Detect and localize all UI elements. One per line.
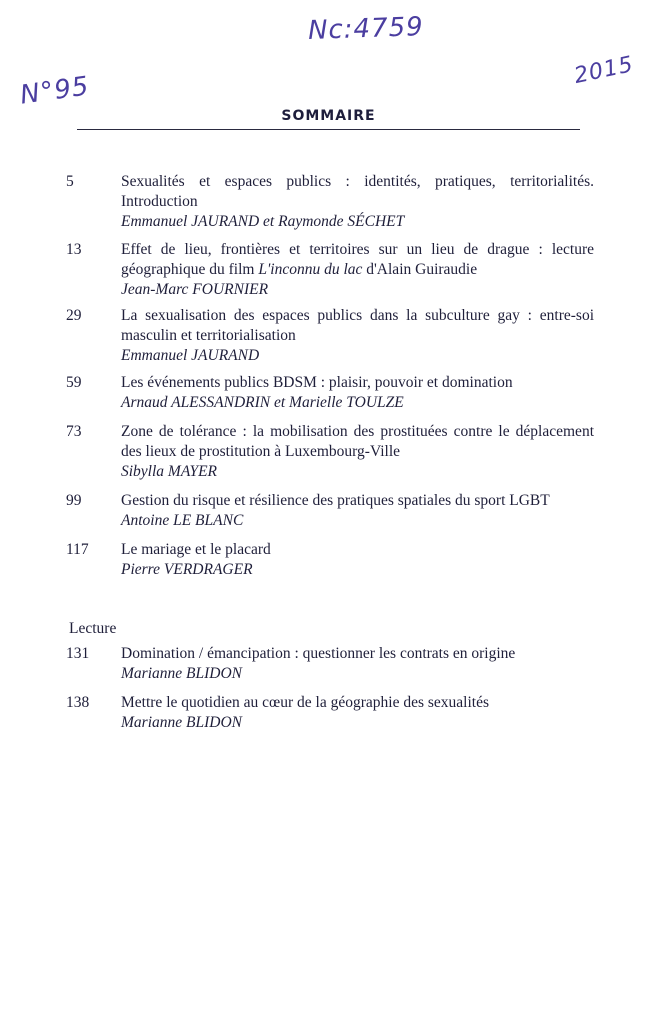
toc-entry-title-text: Gestion du risque et résilience des pratiques spatiales du sport LGBT — [121, 492, 550, 509]
toc-entry-title — [121, 491, 594, 511]
toc-page-number: 73 — [66, 423, 82, 440]
toc-entry-title-text: Le mariage et le placard — [121, 541, 271, 558]
toc-entry-author: Sibylla MAYER — [121, 463, 218, 480]
toc-entry-title-text: Sexualités et espaces publics : identités, pratiques, territorialités. Introduction — [121, 173, 594, 210]
toc-page-number: 59 — [66, 374, 82, 391]
toc-entry-title: Domination / émancipation : questionner les contrats en origine — [121, 645, 516, 662]
toc-page-number: 99 — [66, 492, 82, 509]
toc-entry-title-suffix: d'Alain Guiraudie — [362, 261, 478, 278]
toc-entry-author: Jean-Marc FOURNIER — [121, 281, 269, 298]
toc-entry-title: Mettre le quotidien au cœur de la géographie des sexualités — [121, 694, 489, 711]
handwritten-issue-number: N°95 — [18, 71, 92, 111]
toc-entry-author: Marianne BLIDON — [121, 665, 242, 682]
toc-entry-title — [121, 240, 594, 280]
toc-entry-body — [121, 422, 594, 482]
toc-entry-body — [121, 693, 594, 733]
toc-entry-title-text: Les événements publics BDSM : plaisir, pouvoir et domination — [121, 374, 513, 391]
handwritten-reference-number: Nc:4759 — [307, 11, 425, 47]
toc-entry-title-text: La sexualisation des espaces publics dans la subculture gay : entre-soi masculin et territorialisation — [121, 307, 594, 344]
toc-entry-author: Antoine LE BLANC — [121, 512, 244, 529]
toc-entry-author: Emmanuel JAURAND et Raymonde SÉCHET — [121, 213, 405, 230]
handwritten-year: 2015 — [572, 52, 636, 89]
toc-entry-author: Pierre VERDRAGER — [121, 561, 253, 578]
toc-entry-title — [121, 373, 594, 393]
toc-page-number: 13 — [66, 241, 82, 258]
page-title: SOMMAIRE — [281, 108, 376, 124]
toc-entry-body — [121, 240, 594, 300]
toc-entry-author: Arnaud ALESSANDRIN et Marielle TOULZE — [121, 394, 404, 411]
toc-entry-title-text: Effet de lieu, frontières et territoires sur un lieu de drague : lecture géographique du film — [121, 241, 594, 278]
toc-entry-title — [121, 306, 594, 346]
toc-page-number: 5 — [66, 173, 74, 190]
toc-entry-author: Marianne BLIDON — [121, 714, 242, 731]
title-divider — [77, 129, 580, 130]
toc-entry-author: Emmanuel JAURAND — [121, 347, 260, 364]
toc-page-number: 131 — [66, 645, 90, 662]
film-title: L'inconnu du lac — [258, 261, 363, 278]
toc-entry-title-text: Zone de tolérance : la mobilisation des prostituées contre le déplacement des lieux de prostitution à Luxembourg-Ville — [121, 423, 594, 460]
toc-entry-body — [121, 306, 594, 366]
toc-entry-body — [121, 373, 594, 413]
toc-page-number: 117 — [66, 541, 89, 558]
toc-entry-body — [121, 172, 594, 232]
toc-entry-body — [121, 491, 594, 531]
toc-page-number: 138 — [66, 694, 90, 711]
toc-entry-title — [121, 422, 594, 462]
toc-page-number: 29 — [66, 307, 82, 324]
section-heading-lecture: Lecture — [69, 620, 117, 637]
toc-entry-body — [121, 540, 594, 580]
toc-entry-body — [121, 644, 594, 684]
toc-entry-title — [121, 540, 594, 560]
toc-entry-title — [121, 172, 594, 212]
